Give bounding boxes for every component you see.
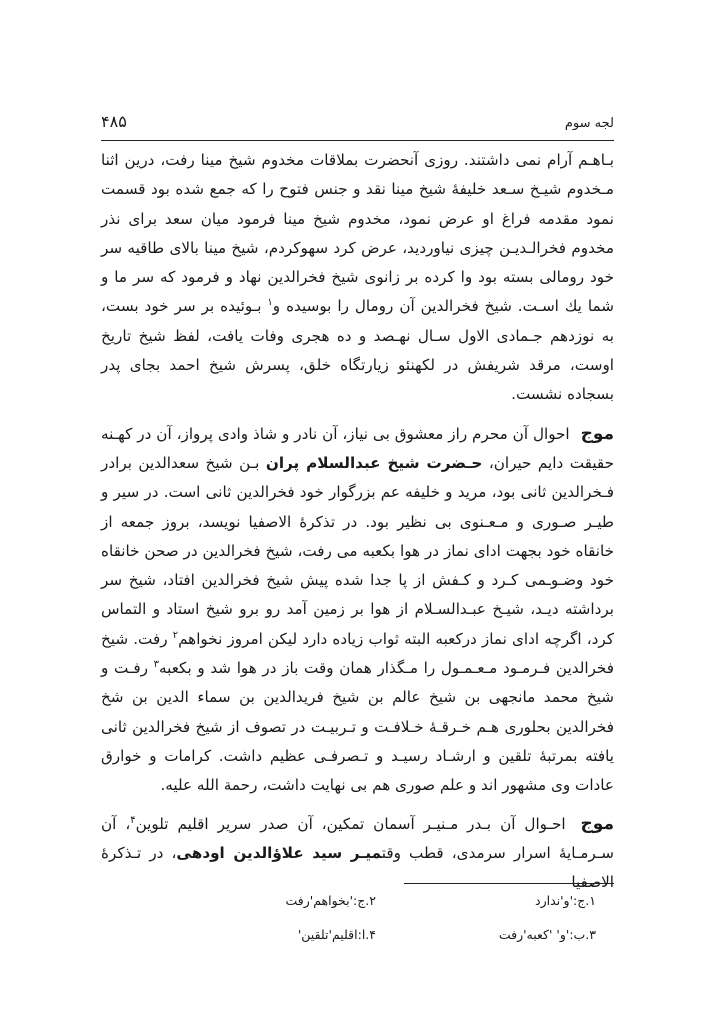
paragraph-2-text-b: بـن شیخ سعدالدین برادر فـخرالدین ثانی بود، مرید و خلیفه عم بزرگوار خود فخرالدین ثانی است. در سیر و طیـر صـوری و مـعـنوی بی نظیر بود. در تذکرهٔ الاصفیا نویسد، بروز جمعه از خانقاه خود بجهت ادای نماز در هوا بکعبه می رفت، شیخ فخرالدین در صحن خانقاه خود وضـوـمی کـرد و کـفش از پا جدا شده پیش شیخ فخرالدین افتاد، شیخ سر برداشته دیـد، شیـخ عبـدالسـلام از هوا بر زمین آمد رو برو شیخ استاد و التماس کرد، اگرچه ادای نماز درکعبه البته ثواب زیاده دارد لیکن امروز نخواهم bbox=[101, 453, 614, 648]
footnote-ref-2: ۲ bbox=[172, 629, 179, 641]
footnote-1: ۱.ج:'و'ندارد bbox=[535, 893, 596, 908]
paragraph-3-text-a: احـوال آن بـدر مـنیـر آسمان تمکین، آن صدر سریر اقلیم تلوین bbox=[135, 814, 575, 833]
page-number: ۴۸۵ bbox=[101, 112, 127, 131]
paragraph-2-text-d: رفـت و شیخ محمد مانجهی بن شیخ عالم بن شیخ فریدالدین بن سماء الدین بن شخ فخرالدین بحلوری هـم خـرقـهٔ خـلافـت و تـربیـت در تصوف از شیخ فخرالدین ثانی یافته بمرتبهٔ تلقین و ارشـاد رسیـد و تـصرفـی عظیم داشت. کرامات و خوارق عادات وی مشهور اند و علم صوری هم بی نهایت داشت، رحمة الله علیه. bbox=[101, 659, 614, 795]
footnotes bbox=[101, 893, 614, 961]
section-marker: موج bbox=[580, 423, 614, 444]
footnote-ref-4: ۴ bbox=[130, 814, 136, 826]
page-header bbox=[101, 112, 614, 138]
paragraph-1 bbox=[101, 146, 614, 410]
footnote-4: ۴.ا:اقلیم'تلقین' bbox=[297, 927, 376, 942]
paragraph-3 bbox=[101, 810, 614, 898]
footnote-row bbox=[101, 927, 614, 961]
header-divider bbox=[101, 140, 614, 141]
running-title: لجه سوم bbox=[564, 116, 614, 131]
paragraph-3-text-c: ، در تـذکرهٔ الاصفیا bbox=[101, 843, 614, 892]
paragraph-2 bbox=[101, 420, 614, 801]
paragraph-2-text-a: احوال آن محرم راز معشوق بی نیاز، آن نادر و شاذ وادی پرواز، آن در کهـنه حقیقت دایم حیران، bbox=[101, 424, 614, 472]
person-name: حـضرت شیخ عبدالسلام پران bbox=[265, 453, 483, 472]
footnote-row bbox=[101, 893, 614, 927]
footnote-3: ۳.ب:'و' 'کعبه'رفت bbox=[498, 927, 596, 942]
footnote-2: ۲.ج:'بخواهم'رفت bbox=[285, 893, 376, 908]
main-text bbox=[101, 146, 614, 897]
footnote-ref-3: ۳ bbox=[153, 658, 159, 670]
person-name: میـر سید علاؤالدین اودهی bbox=[176, 843, 382, 862]
paragraph-1-text-a: بـاهـم آرام نمی داشتند. روزی آنحضرت بملاقات مخدوم شیخ مینا رفت، درین اثنا مـخدوم شیـخ سـعد خلیفهٔ شیخ مینا نقد و جنس فتوح را که جمع شده بود قسمت نمود مقدمه فراغ او عرض نمود، مخدوم شیخ مینا فرمود میان سعد برای نذر مخدوم فخرالـدیـن چیزی نیاوردید، عرض کرد سهوکردم، شیخ مینا بالای طاقیه سر خود رومالی بسته بود وا کرده بر زانوی شیخ فخرالدین نهاد و فرمود که سر ما و شما یك اسـت. شیخ فخرالدین آن رومال را بوسیده و bbox=[101, 151, 614, 316]
paragraph-3-text-b: ، آن سـرمـایهٔ اسرار سرمدی، قطب وقت bbox=[101, 814, 614, 862]
footnote-divider bbox=[404, 883, 614, 884]
paragraph-2-text-c: رفت. شیخ فخرالدین فـرمـود مـعـمـول را مـگذار همان وقت باز در هوا شد و بکعبه bbox=[101, 629, 614, 678]
paragraph-1-text-b: بـوئیده بر سر خود بست، به نوزدهم جـمادی الاول سـال نهـصد و ده هجری وفات یافت، لفظ شیخ تاریخ اوست، مرقد شریفش در لکهنئو زیارتگاه خلق، پسرش شیخ احمد بجای پدر بسجاده نشست. bbox=[101, 297, 614, 404]
footnote-ref-1: ۱ bbox=[267, 297, 273, 309]
section-marker: موج bbox=[580, 813, 614, 834]
